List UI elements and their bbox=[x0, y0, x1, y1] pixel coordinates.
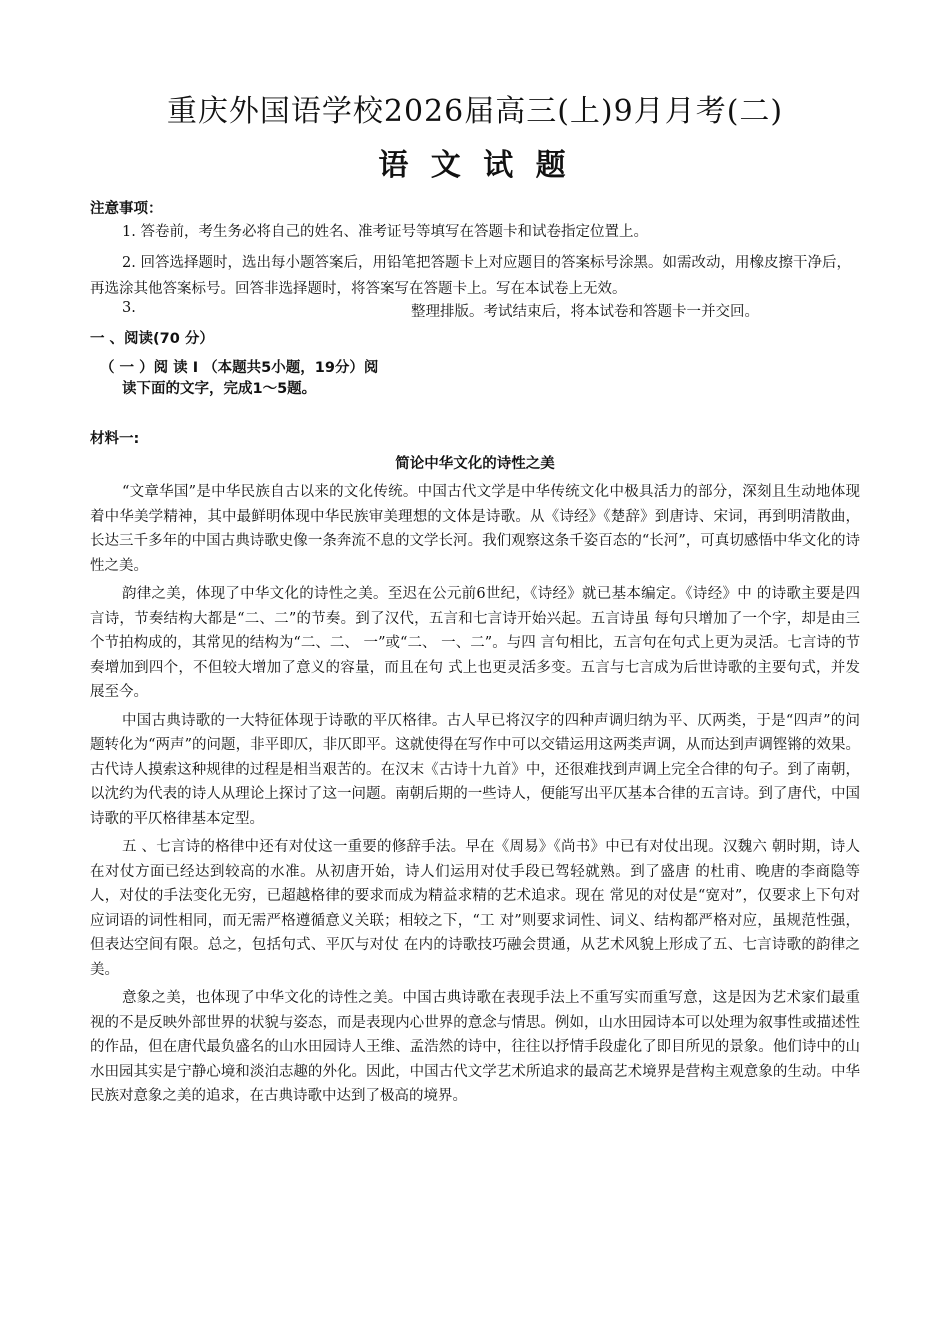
notice-item-3-number: 3. bbox=[122, 300, 136, 316]
section-heading: 一 、阅读(70 分） bbox=[90, 331, 214, 347]
article-title: 简论中华文化的诗性之美 bbox=[395, 456, 555, 472]
notice-heading: 注意事项： bbox=[90, 201, 163, 217]
subsection-heading: （ 一 ）阅 读 I （本题共5小题，19分）阅读下面的文字，完成1～5题。 bbox=[100, 360, 379, 397]
exam-title: 重庆外国语学校2026届高三(上)9月月考(二) bbox=[166, 94, 784, 129]
article-paragraph: 五 、七言诗的格律中还有对仗这一重要的修辞手法。早在《周易》《尚书》中已有对仗出现。汉魏六 朝时期，诗人在对仗方面已经达到较高的水准。从初唐开始，诗人们运用对仗手段已驾轻就熟。到了盛唐 的杜甫、晚唐的李商隐等人，对仗的手法变化无穷，已超越格律的要求而成为精益求精的艺术追求。现在 常见的对仗是“宽对”，仅要求上下句对应词语的词性相同，而无需严格遵循意义关联；相较之下，“工 对”则要求词性、词义、结构都严格对应，虽规范性强，但表达空间有限。总之，包括句式、平仄与对仗 在内的诗歌技巧融会贯通，从艺术风貌上形成了五、七言诗歌的韵律之美。 bbox=[90, 839, 860, 978]
subject-title: 语 文 试 题 bbox=[378, 148, 572, 183]
notice-item-2: 2. 回答选择题时，选出每小题答案后，用铅笔把答题卡上对应题目的答案标号涂黑。如需改动，用橡皮擦干净后，再选涂其他答案标号。回答非选择题时，将答案写在答题卡上。写在本试卷上无效。 bbox=[90, 255, 851, 297]
notice-item-1: 1. 答卷前，考生务必将自己的姓名、准考证号等填写在答题卡和试卷指定位置上。 bbox=[122, 224, 648, 240]
material-label: 材料一: bbox=[90, 431, 140, 447]
notice-item-3-text: 整理排版。考试结束后，将本试卷和答题卡一并交回。 bbox=[411, 304, 759, 320]
article-paragraph: “文章华国”是中华民族自古以来的文化传统。中国古代文学是中华传统文化中极具活力的部分，深刻且生动地体现着中华美学精神，其中最鲜明体现中华民族审美理想的文体是诗歌。从《诗经》《楚辞》到唐诗、宋词，再到明清散曲，长达三千多年的中国古典诗歌史像一条奔流不息的文学长河。我们观察这条千姿百态的“长河”，可真切感悟中华文化的诗性之美。 bbox=[90, 484, 860, 574]
article-paragraph: 韵律之美，体现了中华文化的诗性之美。至迟在公元前6世纪，《诗经》就已基本编定。《诗经》中 的诗歌主要是四言诗，节奏结构大都是“二、二”的节奏。到了汉代，五言和七言诗开始兴起。五言诗虽 每句只增加了一个字，却是由三个节拍构成的，其常见的结构为“二、二、 一”或“二、 一、二”。与四 言句相比，五言句在句式上更为灵活。七言诗的节奏增加到四个，不但较大增加了意义的容量，而且在句 式上也更灵活多变。五言与七言成为后世诗歌的主要句式，并发展至今。 bbox=[90, 586, 860, 700]
article-paragraph: 中国古典诗歌的一大特征体现于诗歌的平仄格律。古人早已将汉字的四种声调归纳为平、仄两类，于是“四声”的问题转化为“两声”的问题，非平即仄，非仄即平。这就使得在写作中可以交错运用这两类声调，从而达到声调铿锵的效果。古代诗人摸索这种规律的过程是相当艰苦的。在汉末《古诗十九首》中，还很难找到声调上完全合律的句子。到了南朝，以沈约为代表的诗人从理论上探讨了这一问题。南朝后期的一些诗人，便能写出平仄基本合律的五言诗。到了唐代，中国诗歌的平仄格律基本定型。 bbox=[90, 712, 860, 827]
article-body bbox=[90, 480, 860, 1113]
article-paragraph: 意象之美，也体现了中华文化的诗性之美。中国古典诗歌在表现手法上不重写实而重写意，这是因为艺术家们最重视的不是反映外部世界的状貌与姿态，而是表现内心世界的意念与情思。例如，山水田园诗本可以处理为叙事性或描述性的作品，但在唐代最负盛名的山水田园诗人王维、孟浩然的诗中，往往以抒情手段虚化了即目所见的景象。他们诗中的山水田园其实是宁静心境和淡泊志趣的外化。因此，中国古代文学艺术所追求的最高艺术境界是营构主观意象的生动。中华民族对意象之美的追求，在古典诗歌中达到了极高的境界。 bbox=[90, 990, 860, 1104]
